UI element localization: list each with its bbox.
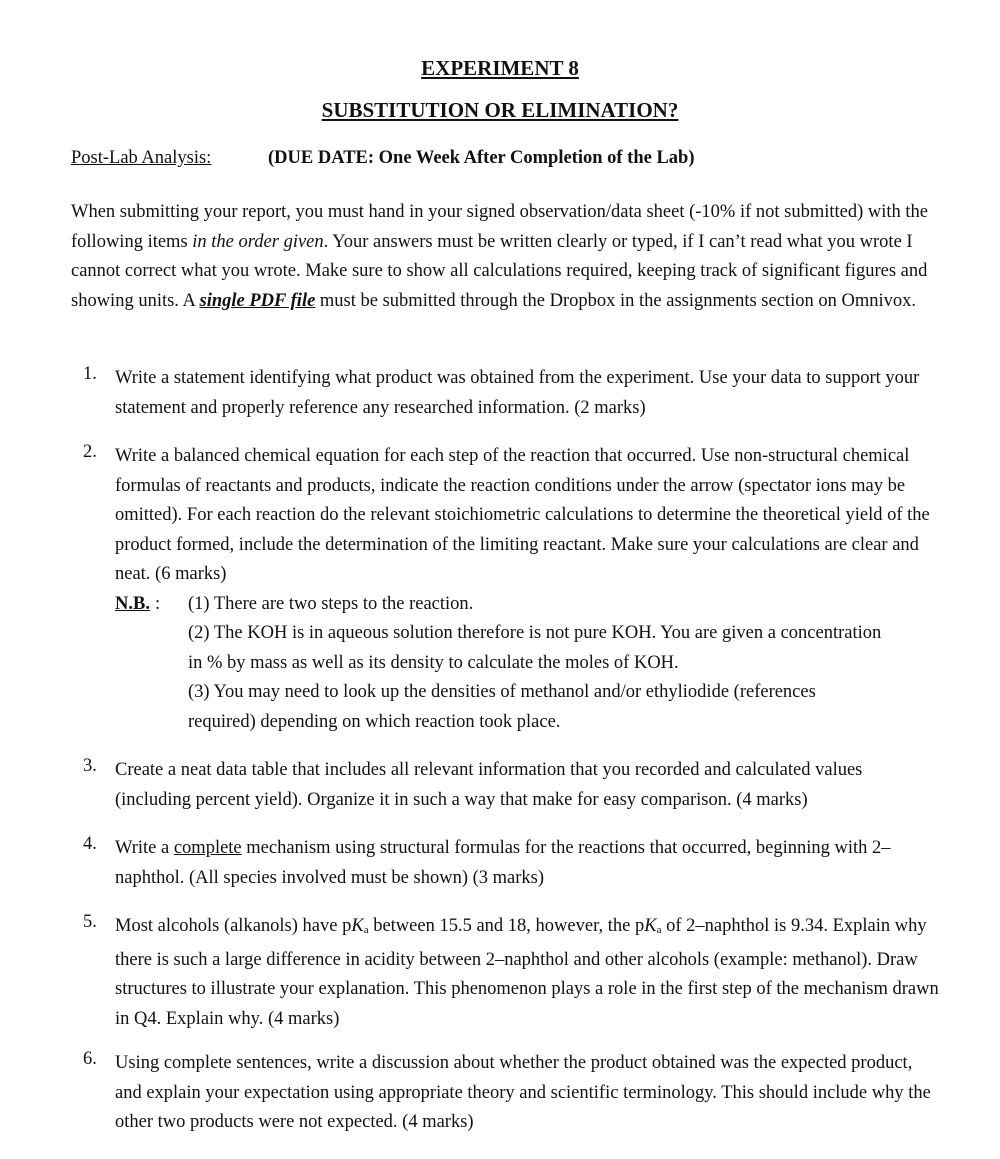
q5-sub-2: a bbox=[656, 924, 662, 936]
intro-text-3: must be submitted through the Dropbox in the assignments section on Omnivox. bbox=[315, 290, 916, 311]
q4-text-pre: Write a bbox=[115, 838, 174, 858]
question-1 bbox=[83, 364, 943, 423]
question-text bbox=[115, 912, 943, 1034]
single-pdf-file-link: single PDF file bbox=[199, 290, 316, 311]
q4-underlined-word: complete bbox=[173, 838, 242, 858]
intro-paragraph bbox=[71, 198, 941, 316]
intro-text-2: . Your answers must be written clearly or typed, if I can’t read what you wrote I cannot correct what you wrote. Make sure to show all calculations required, keeping track of significant figures and showing units. A bbox=[71, 231, 928, 311]
question-number: 6. bbox=[83, 1049, 97, 1069]
q5-text-a: Most alcohols (alkanols) have p bbox=[115, 916, 352, 936]
question-text: Create a neat data table that includes all relevant information that you recorded and calculated values (including percent yield). Organize it in such a way that make for easy comparison. (4 marks) bbox=[115, 760, 863, 810]
nb-note-3: (3) You may need to look up the densities of methanol and/or ethyliodide (references required) depending on which reaction took place. bbox=[188, 682, 816, 732]
question-2 bbox=[83, 442, 943, 737]
intro-text-1: When submitting your report, you must hand in your signed observation/data sheet (-10% if not submitted) with the following items bbox=[71, 202, 929, 252]
question-text: Using complete sentences, write a discussion about whether the product obtained was the expected product, and explain your expectation using appropriate theory and scientific terminology. This should include why the other two products were not expected. (4 marks) bbox=[115, 1053, 931, 1132]
due-date: (DUE DATE: One Week After Completion of the Lab) bbox=[268, 148, 695, 168]
question-text: Write a balanced chemical equation for each step of the reaction that occurred. Use non-structural chemical formulas of reactants and products, indicate the reaction conditions under the arrow (spectator ions may be omitted). For each reaction do the relevant stoichiometric calculations to determine the theoretical yield of the product formed, include the determination of the limiting reactant. Make sure your calculations are clear and neat. (6 marks) bbox=[115, 446, 930, 584]
post-lab-label: Post-Lab Analysis: bbox=[71, 148, 212, 168]
question-number: 5. bbox=[83, 912, 97, 932]
intro-italic: in the order given bbox=[192, 231, 324, 252]
question-number: 4. bbox=[83, 834, 97, 854]
q5-sub-1: a bbox=[363, 924, 369, 936]
question-text: Write a statement identifying what product was obtained from the experiment. Use your data to support your statement and properly reference any researched information. (2 marks) bbox=[115, 368, 920, 418]
question-number: 3. bbox=[83, 756, 97, 776]
q5-k-2: K bbox=[644, 916, 657, 936]
question-5 bbox=[83, 912, 943, 1034]
question-6 bbox=[83, 1049, 943, 1138]
nb-note-1: (1) There are two steps to the reaction. bbox=[188, 593, 474, 614]
q5-text-c: of 2–naphthol is 9.34. Explain why there is such a large difference in acidity between 2–naphthol and other alcohols (example: methanol). Draw structures to illustrate your explanation. This phenomenon plays a role in the first step of the mechanism drawn in Q4. Explain why. (4 marks) bbox=[115, 916, 939, 1029]
nb-label: N.B. bbox=[115, 593, 150, 614]
question-text bbox=[115, 834, 943, 893]
question-4 bbox=[83, 834, 943, 893]
experiment-subtitle: SUBSTITUTION OR ELIMINATION? bbox=[321, 98, 679, 122]
q5-text-b: between 15.5 and 18, however, the p bbox=[368, 916, 645, 936]
experiment-title: EXPERIMENT 8 bbox=[421, 56, 579, 80]
nb-note-2: (2) The KOH is in aqueous solution therefore is not pure KOH. You are given a concentration in % by mass as well as its density to calculate the moles of KOH. bbox=[188, 623, 882, 673]
question-number: 2. bbox=[83, 442, 97, 462]
q4-text-post: mechanism using structural formulas for the reactions that occurred, beginning with 2–naphthol. (All species involved must be shown) (3 marks) bbox=[115, 838, 891, 888]
question-3 bbox=[83, 756, 943, 815]
question-number: 1. bbox=[83, 364, 97, 384]
nb-row bbox=[115, 590, 943, 620]
nb-colon: : bbox=[155, 593, 161, 614]
q5-k-1: K bbox=[351, 916, 364, 936]
